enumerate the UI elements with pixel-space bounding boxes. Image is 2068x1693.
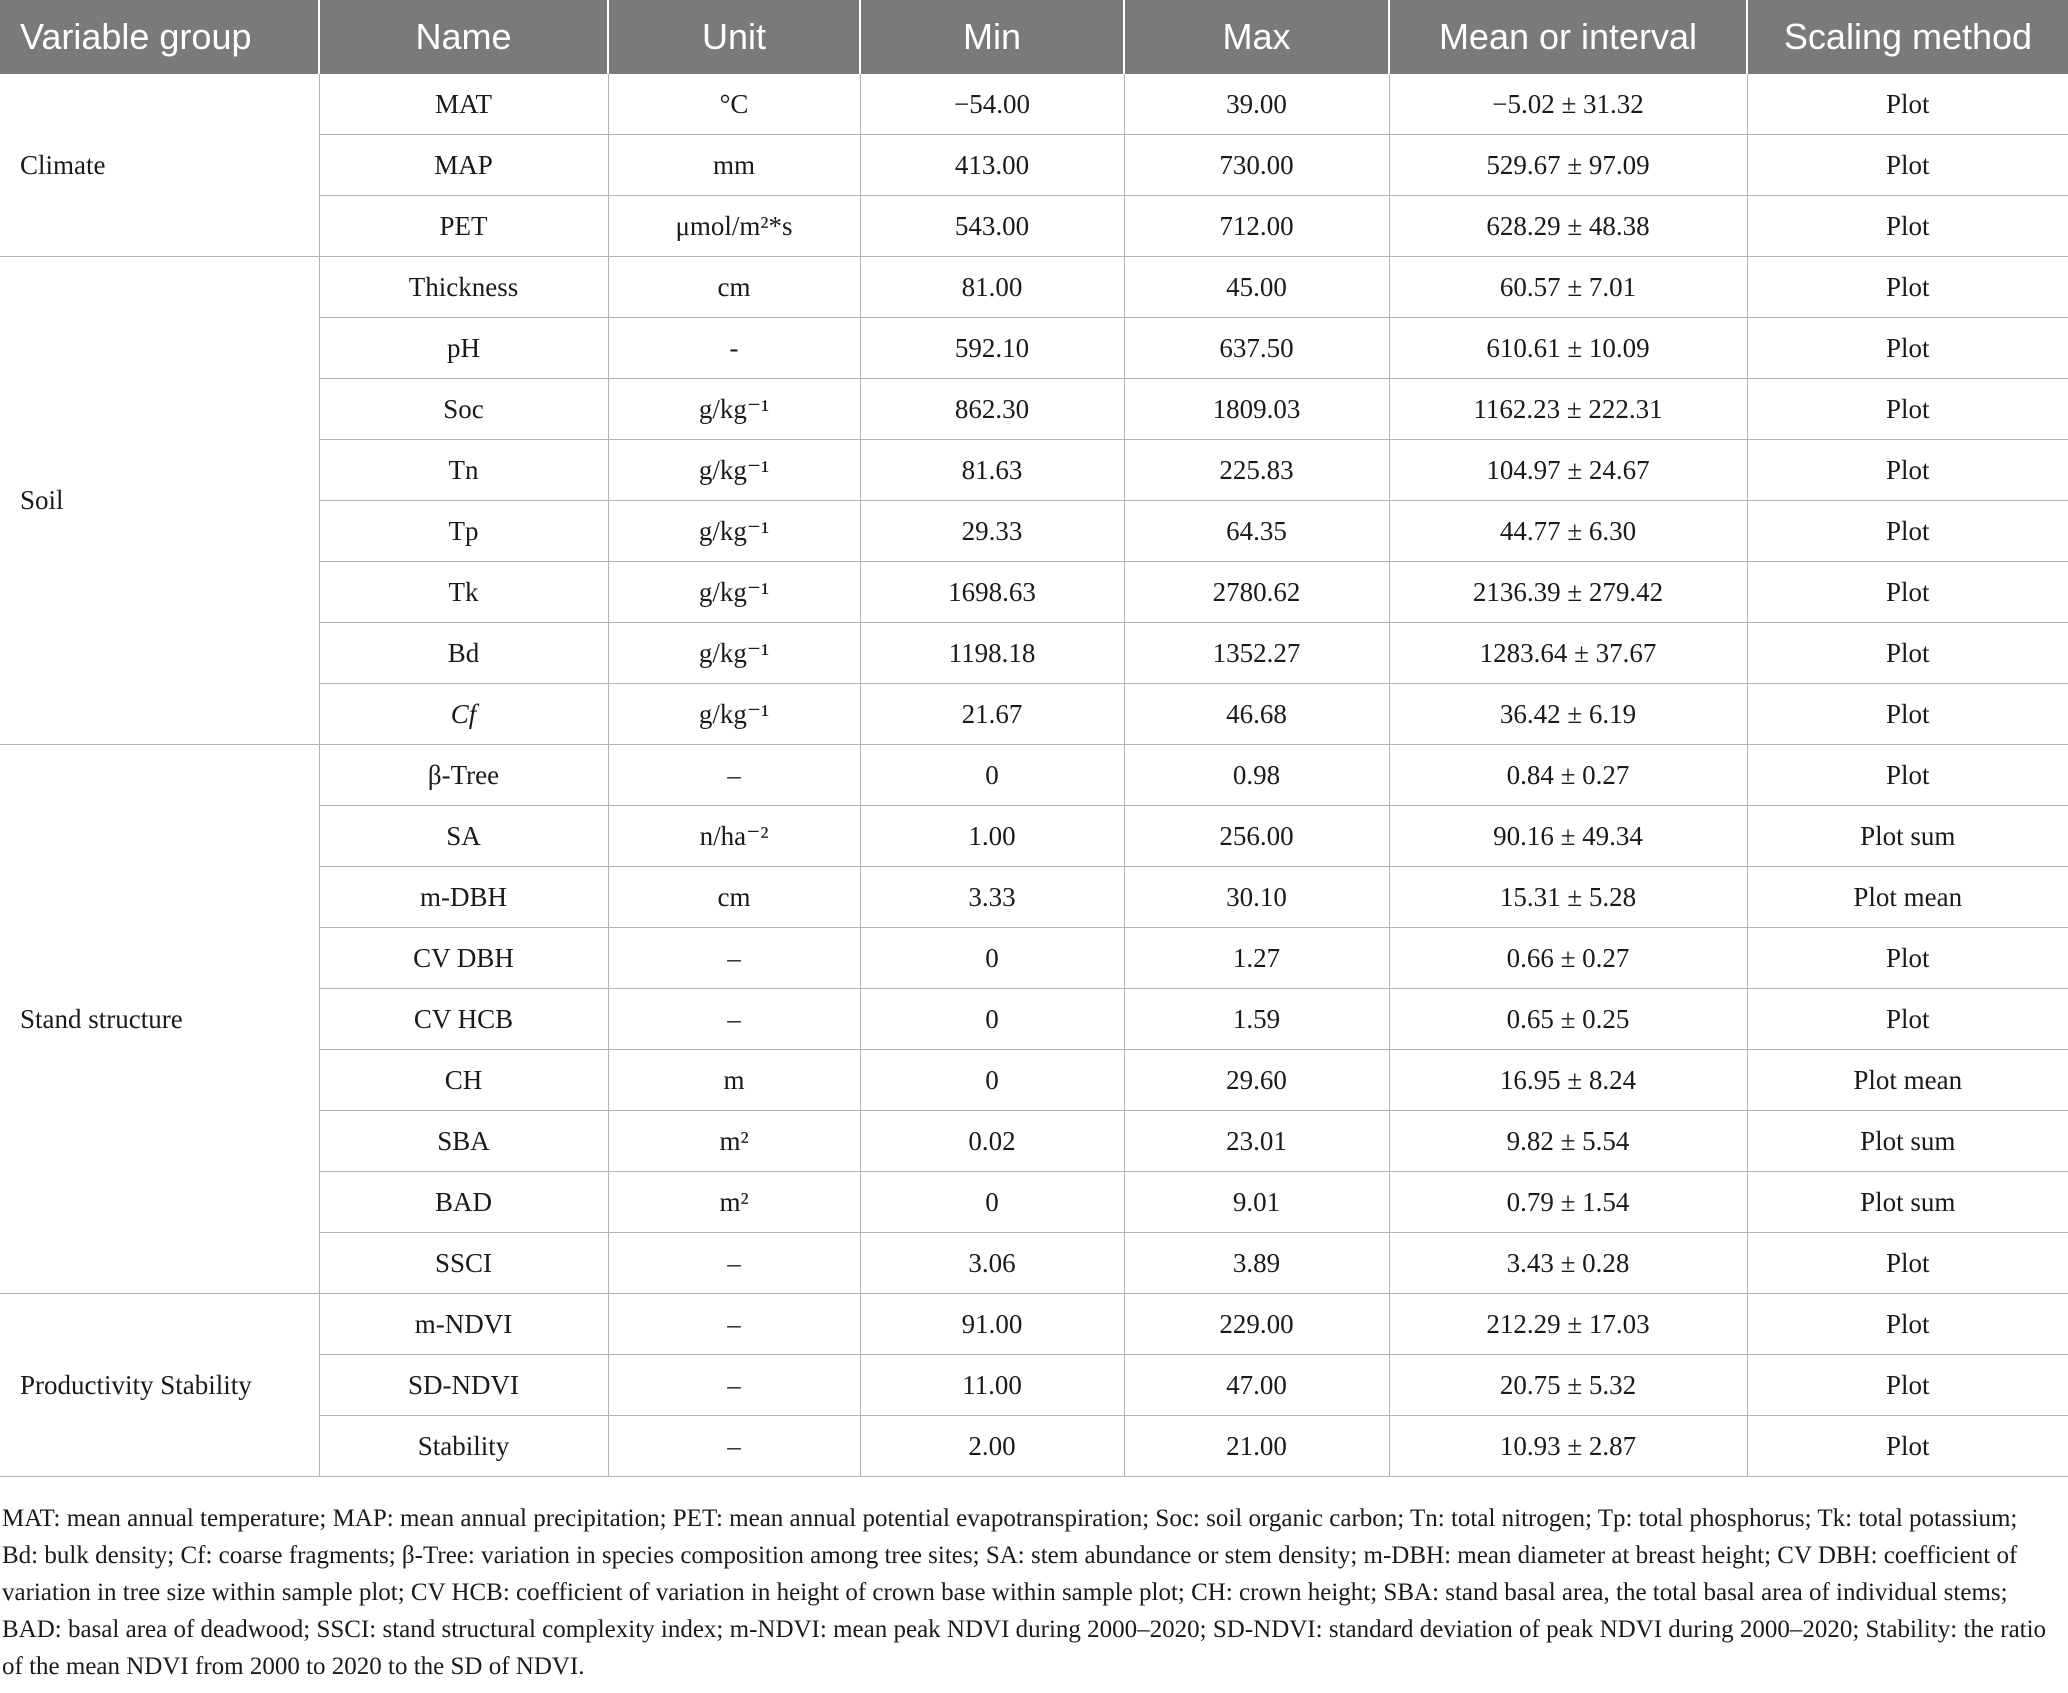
header-row xyxy=(0,0,2068,74)
min-cell: 3.33 xyxy=(860,867,1124,928)
max-cell: 229.00 xyxy=(1124,1294,1389,1355)
unit-cell: m² xyxy=(608,1111,860,1172)
scaling-method-cell: Plot xyxy=(1747,318,2068,379)
min-cell: 81.00 xyxy=(860,257,1124,318)
unit-cell: cm xyxy=(608,257,860,318)
name-cell: Cf xyxy=(319,684,608,745)
max-cell: 30.10 xyxy=(1124,867,1389,928)
min-cell: −54.00 xyxy=(860,74,1124,135)
mean-cell: 1162.23 ± 222.31 xyxy=(1389,379,1747,440)
max-cell: 64.35 xyxy=(1124,501,1389,562)
min-cell: 0 xyxy=(860,928,1124,989)
mean-cell: 628.29 ± 48.38 xyxy=(1389,196,1747,257)
unit-cell: g/kg⁻¹ xyxy=(608,379,860,440)
unit-cell: cm xyxy=(608,867,860,928)
unit-cell: – xyxy=(608,1355,860,1416)
max-cell: 9.01 xyxy=(1124,1172,1389,1233)
table-row xyxy=(0,1294,2068,1355)
unit-cell: g/kg⁻¹ xyxy=(608,562,860,623)
scaling-method-cell: Plot xyxy=(1747,196,2068,257)
table-row xyxy=(0,745,2068,806)
max-cell: 225.83 xyxy=(1124,440,1389,501)
max-cell: 23.01 xyxy=(1124,1111,1389,1172)
min-cell: 0.02 xyxy=(860,1111,1124,1172)
mean-cell: 3.43 ± 0.28 xyxy=(1389,1233,1747,1294)
scaling-method-cell: Plot xyxy=(1747,684,2068,745)
scaling-method-cell: Plot xyxy=(1747,1233,2068,1294)
max-cell: 1.59 xyxy=(1124,989,1389,1050)
mean-cell: 44.77 ± 6.30 xyxy=(1389,501,1747,562)
unit-cell: g/kg⁻¹ xyxy=(608,440,860,501)
unit-cell: g/kg⁻¹ xyxy=(608,501,860,562)
name-cell: Tp xyxy=(319,501,608,562)
mean-cell: −5.02 ± 31.32 xyxy=(1389,74,1747,135)
unit-cell: – xyxy=(608,1416,860,1477)
mean-cell: 15.31 ± 5.28 xyxy=(1389,867,1747,928)
mean-cell: 104.97 ± 24.67 xyxy=(1389,440,1747,501)
mean-cell: 0.66 ± 0.27 xyxy=(1389,928,1747,989)
scaling-method-cell: Plot xyxy=(1747,562,2068,623)
scaling-method-cell: Plot xyxy=(1747,74,2068,135)
name-cell: Soc xyxy=(319,379,608,440)
mean-cell: 0.79 ± 1.54 xyxy=(1389,1172,1747,1233)
scaling-method-cell: Plot sum xyxy=(1747,1111,2068,1172)
min-cell: 3.06 xyxy=(860,1233,1124,1294)
mean-cell: 0.65 ± 0.25 xyxy=(1389,989,1747,1050)
max-cell: 45.00 xyxy=(1124,257,1389,318)
mean-cell: 610.61 ± 10.09 xyxy=(1389,318,1747,379)
scaling-method-cell: Plot xyxy=(1747,928,2068,989)
mean-cell: 90.16 ± 49.34 xyxy=(1389,806,1747,867)
name-cell: pH xyxy=(319,318,608,379)
name-cell: Stability xyxy=(319,1416,608,1477)
scaling-method-cell: Plot mean xyxy=(1747,1050,2068,1111)
unit-cell: μmol/m²*s xyxy=(608,196,860,257)
unit-cell: - xyxy=(608,318,860,379)
mean-cell: 20.75 ± 5.32 xyxy=(1389,1355,1747,1416)
variable-group-cell: Stand structure xyxy=(0,745,319,1294)
scaling-method-cell: Plot xyxy=(1747,1294,2068,1355)
mean-cell: 36.42 ± 6.19 xyxy=(1389,684,1747,745)
max-cell: 2780.62 xyxy=(1124,562,1389,623)
name-cell: MAT xyxy=(319,74,608,135)
unit-cell: g/kg⁻¹ xyxy=(608,623,860,684)
unit-cell: – xyxy=(608,1233,860,1294)
unit-cell: g/kg⁻¹ xyxy=(608,684,860,745)
scaling-method-cell: Plot xyxy=(1747,745,2068,806)
scaling-method-cell: Plot xyxy=(1747,989,2068,1050)
name-cell: CH xyxy=(319,1050,608,1111)
min-cell: 592.10 xyxy=(860,318,1124,379)
min-cell: 2.00 xyxy=(860,1416,1124,1477)
name-cell: β-Tree xyxy=(319,745,608,806)
header-name: Name xyxy=(319,0,608,74)
max-cell: 46.68 xyxy=(1124,684,1389,745)
name-cell: SA xyxy=(319,806,608,867)
scaling-method-cell: Plot xyxy=(1747,135,2068,196)
min-cell: 91.00 xyxy=(860,1294,1124,1355)
max-cell: 1809.03 xyxy=(1124,379,1389,440)
max-cell: 730.00 xyxy=(1124,135,1389,196)
mean-cell: 1283.64 ± 37.67 xyxy=(1389,623,1747,684)
min-cell: 862.30 xyxy=(860,379,1124,440)
min-cell: 0 xyxy=(860,1172,1124,1233)
name-cell: BAD xyxy=(319,1172,608,1233)
mean-cell: 2136.39 ± 279.42 xyxy=(1389,562,1747,623)
scaling-method-cell: Plot xyxy=(1747,1355,2068,1416)
table-row xyxy=(0,257,2068,318)
unit-cell: – xyxy=(608,989,860,1050)
min-cell: 1698.63 xyxy=(860,562,1124,623)
min-cell: 21.67 xyxy=(860,684,1124,745)
scaling-method-cell: Plot xyxy=(1747,379,2068,440)
unit-cell: m² xyxy=(608,1172,860,1233)
max-cell: 1352.27 xyxy=(1124,623,1389,684)
scaling-method-cell: Plot xyxy=(1747,440,2068,501)
unit-cell: – xyxy=(608,745,860,806)
header-unit: Unit xyxy=(608,0,860,74)
unit-cell: °C xyxy=(608,74,860,135)
mean-cell: 529.67 ± 97.09 xyxy=(1389,135,1747,196)
name-cell: Thickness xyxy=(319,257,608,318)
name-cell: MAP xyxy=(319,135,608,196)
name-cell: SBA xyxy=(319,1111,608,1172)
scaling-method-cell: Plot xyxy=(1747,501,2068,562)
name-cell: SSCI xyxy=(319,1233,608,1294)
table-body xyxy=(0,74,2068,1477)
unit-cell: m xyxy=(608,1050,860,1111)
max-cell: 712.00 xyxy=(1124,196,1389,257)
unit-cell: – xyxy=(608,1294,860,1355)
name-cell: Bd xyxy=(319,623,608,684)
max-cell: 0.98 xyxy=(1124,745,1389,806)
header-mean-or-interval: Mean or interval xyxy=(1389,0,1747,74)
min-cell: 413.00 xyxy=(860,135,1124,196)
name-cell: m-NDVI xyxy=(319,1294,608,1355)
max-cell: 29.60 xyxy=(1124,1050,1389,1111)
unit-cell: – xyxy=(608,928,860,989)
min-cell: 1.00 xyxy=(860,806,1124,867)
max-cell: 47.00 xyxy=(1124,1355,1389,1416)
name-cell: CV HCB xyxy=(319,989,608,1050)
mean-cell: 212.29 ± 17.03 xyxy=(1389,1294,1747,1355)
variable-group-cell: Soil xyxy=(0,257,319,745)
min-cell: 0 xyxy=(860,989,1124,1050)
max-cell: 3.89 xyxy=(1124,1233,1389,1294)
mean-cell: 9.82 ± 5.54 xyxy=(1389,1111,1747,1172)
header-variable-group: Variable group xyxy=(0,0,319,74)
header-scaling-method: Scaling method xyxy=(1747,0,2068,74)
scaling-method-cell: Plot sum xyxy=(1747,806,2068,867)
min-cell: 0 xyxy=(860,1050,1124,1111)
max-cell: 637.50 xyxy=(1124,318,1389,379)
variable-group-cell: Climate xyxy=(0,74,319,257)
unit-cell: mm xyxy=(608,135,860,196)
max-cell: 39.00 xyxy=(1124,74,1389,135)
min-cell: 81.63 xyxy=(860,440,1124,501)
min-cell: 0 xyxy=(860,745,1124,806)
table-header xyxy=(0,0,2068,74)
name-cell: Tn xyxy=(319,440,608,501)
name-cell: m-DBH xyxy=(319,867,608,928)
mean-cell: 16.95 ± 8.24 xyxy=(1389,1050,1747,1111)
header-min: Min xyxy=(860,0,1124,74)
min-cell: 29.33 xyxy=(860,501,1124,562)
max-cell: 256.00 xyxy=(1124,806,1389,867)
max-cell: 1.27 xyxy=(1124,928,1389,989)
name-cell: Tk xyxy=(319,562,608,623)
unit-cell: n/ha⁻² xyxy=(608,806,860,867)
mean-cell: 0.84 ± 0.27 xyxy=(1389,745,1747,806)
max-cell: 21.00 xyxy=(1124,1416,1389,1477)
scaling-method-cell: Plot xyxy=(1747,1416,2068,1477)
scaling-method-cell: Plot xyxy=(1747,257,2068,318)
min-cell: 1198.18 xyxy=(860,623,1124,684)
table-row xyxy=(0,74,2068,135)
header-max: Max xyxy=(1124,0,1389,74)
scaling-method-cell: Plot xyxy=(1747,623,2068,684)
table-footnote: MAT: mean annual temperature; MAP: mean annual precipitation; PET: mean annual potential evapotranspiration; Soc: soil organic carbon; Tn: total nitrogen; Tp: total phosphorus; Tk: total potassium; Bd: bulk density; Cf: coarse fragments; β-Tree: variation in species composition among tree sites; SA: stem abundance or stem density; m-DBH: mean diameter at breast height; CV DBH: coefficient of variation in tree size within sample plot; CV HCB: coefficient of variation in height of crown base within sample plot; CH: crown height; SBA: stand basal area, the total basal area of individual stems; BAD: basal area of deadwood; SSCI: stand structural complexity index; m-NDVI: mean peak NDVI during 2000–2020; SD-NDVI: standard deviation of peak NDVI during 2000–2020; Stability: the ratio of the mean NDVI from 2000 to 2020 to the SD of NDVI. xyxy=(2,1505,2047,1680)
name-cell: CV DBH xyxy=(319,928,608,989)
variable-group-cell: Productivity Stability xyxy=(0,1294,319,1477)
mean-cell: 10.93 ± 2.87 xyxy=(1389,1416,1747,1477)
min-cell: 11.00 xyxy=(860,1355,1124,1416)
name-cell: PET xyxy=(319,196,608,257)
name-cell: SD-NDVI xyxy=(319,1355,608,1416)
scaling-method-cell: Plot sum xyxy=(1747,1172,2068,1233)
min-cell: 543.00 xyxy=(860,196,1124,257)
mean-cell: 60.57 ± 7.01 xyxy=(1389,257,1747,318)
scaling-method-cell: Plot mean xyxy=(1747,867,2068,928)
